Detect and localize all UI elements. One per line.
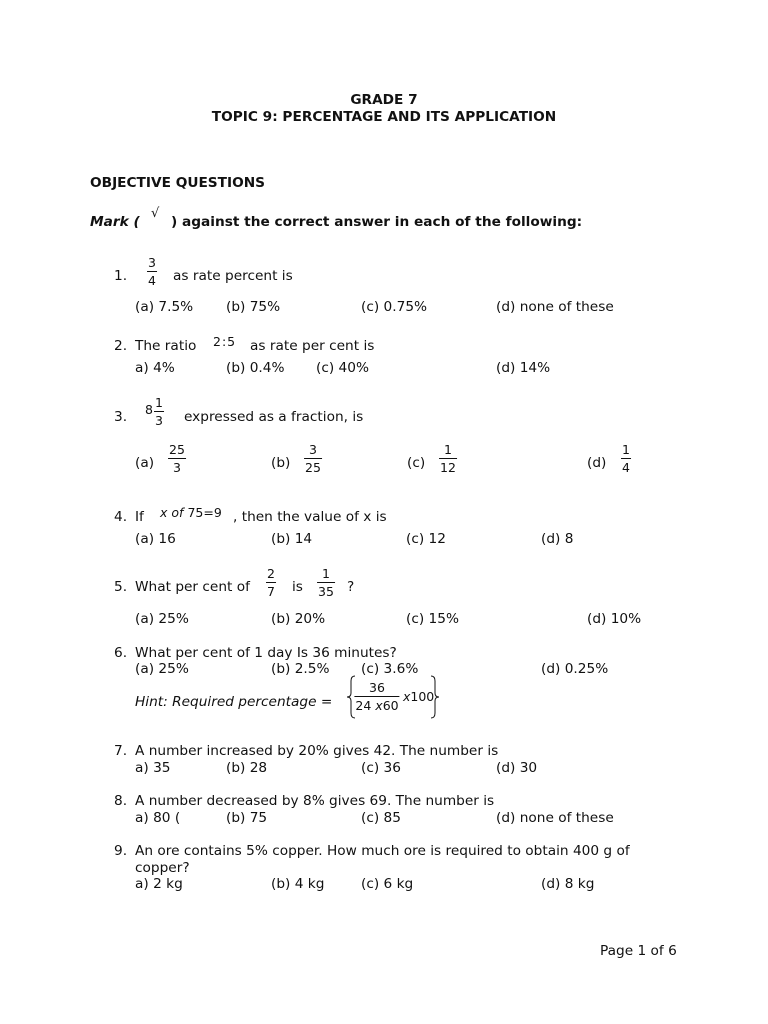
question-number: 3. — [114, 409, 128, 425]
fraction-denominator: 4 — [148, 273, 156, 288]
option-a: a) 35 — [135, 760, 171, 776]
option-a: (a) 7.5% — [135, 299, 194, 315]
question-text: A number increased by 20% gives 42. The number is — [135, 743, 499, 759]
question-text-before: What per cent of — [135, 579, 250, 595]
equation-word: of — [171, 505, 184, 520]
equation-value: 75=9 — [187, 505, 222, 520]
mixed-number-fraction — [154, 394, 164, 429]
option-d: (d) 14% — [496, 360, 551, 376]
option-c: (c) 15% — [406, 611, 459, 627]
option-a: a) 80 ( — [135, 810, 181, 826]
question-text-before: If — [135, 509, 144, 525]
equation-variable: x — [160, 505, 168, 520]
question-text-after: as rate per cent is — [250, 338, 375, 354]
mixed-number-whole: 8 — [145, 402, 153, 417]
question-number: 6. — [114, 645, 128, 661]
multiply-sign: x — [375, 698, 383, 713]
question-number: 4. — [114, 509, 128, 525]
grade-heading: GRADE 7 — [350, 92, 418, 108]
question-number: 2. — [114, 338, 128, 354]
question-text-middle: is — [292, 579, 303, 595]
option-c: (c) 0.75% — [361, 299, 428, 315]
topic-heading: TOPIC 9: PERCENTAGE AND ITS APPLICATION — [211, 109, 557, 125]
page-number: Page 1 of 6 — [600, 943, 677, 959]
question-number: 8. — [114, 793, 128, 809]
question-text: expressed as a fraction, is — [184, 409, 364, 425]
fraction-numerator: 3 — [304, 441, 322, 459]
question-text: as rate percent is — [173, 268, 293, 284]
option-d: (d) 30 — [496, 760, 538, 776]
question-number: 5. — [114, 579, 128, 595]
option-a-fraction — [168, 441, 186, 476]
fraction-denominator — [354, 697, 399, 714]
instruction-text: ) against the correct answer in each of the following: — [171, 214, 583, 230]
equation — [160, 504, 222, 522]
option-a: (a) 25% — [135, 611, 189, 627]
option-b: (b) 0.4% — [226, 360, 285, 376]
question-text-line-1: An ore contains 5% copper. How much ore is required to obtain 400 g of — [135, 843, 630, 859]
option-d: (d) none of these — [496, 299, 614, 315]
option-b: (b) 14 — [271, 531, 313, 547]
option-d: (d) 10% — [587, 611, 642, 627]
option-d-label: (d) — [587, 455, 607, 471]
question-text: A number decreased by 8% gives 69. The number is — [135, 793, 495, 809]
question-text-after: ? — [347, 579, 355, 595]
option-d: (d) 8 kg — [541, 876, 595, 892]
option-c: (c) 36 — [361, 760, 401, 776]
option-b-fraction — [304, 441, 322, 476]
option-a: a) 4% — [135, 360, 175, 376]
option-c: (c) 3.6% — [361, 661, 419, 677]
option-c: (c) 85 — [361, 810, 401, 826]
fraction-denominator: 4 — [622, 460, 630, 475]
fraction-numerator: 25 — [169, 442, 185, 457]
option-c-label: (c) — [407, 455, 426, 471]
fraction-numerator: 1 — [317, 565, 335, 583]
option-c-fraction — [439, 441, 457, 476]
option-d: (d) none of these — [496, 810, 614, 826]
question-fraction-a — [266, 565, 276, 600]
right-brace — [430, 675, 440, 719]
question-number: 1. — [114, 268, 128, 284]
question-text-line-2: copper? — [135, 860, 190, 876]
hint-label: Hint: Required percentage = — [135, 694, 333, 710]
question-fraction-b — [317, 565, 335, 600]
fraction-numerator: 1 — [622, 442, 630, 457]
instruction-prefix: Mark ( — [90, 214, 140, 230]
option-b: (b) 4 kg — [271, 876, 325, 892]
fraction-denominator: 3 — [155, 413, 163, 428]
ratio-expression: 2:5 — [213, 334, 237, 349]
fraction-denominator: 25 — [305, 460, 321, 475]
multiply-sign: x — [403, 689, 411, 704]
option-d: (d) 8 — [541, 531, 574, 547]
fraction-denominator: 3 — [173, 460, 181, 475]
option-c: (c) 40% — [316, 360, 369, 376]
question-number: 7. — [114, 743, 128, 759]
question-text-before: The ratio — [135, 338, 197, 354]
multiplier-value: 100 — [410, 689, 435, 704]
option-a: (a) 25% — [135, 661, 189, 677]
option-b-label: (b) — [271, 455, 291, 471]
fraction-denominator: 35 — [318, 584, 334, 599]
fraction-denominator: 7 — [267, 584, 275, 599]
checkmark-symbol: √ — [151, 206, 160, 221]
question-fraction — [147, 254, 157, 289]
fraction-numerator: 2 — [267, 566, 275, 581]
option-b: (b) 28 — [226, 760, 268, 776]
option-b: (b) 75% — [226, 299, 281, 315]
option-c: (c) 6 kg — [361, 876, 414, 892]
fraction-numerator: 1 — [155, 395, 163, 410]
option-a-label: (a) — [135, 455, 155, 471]
option-c: (c) 12 — [406, 531, 446, 547]
question-number: 9. — [114, 843, 128, 859]
option-b: (b) 75 — [226, 810, 268, 826]
option-a: a) 2 kg — [135, 876, 183, 892]
fraction-denominator: 12 — [440, 460, 456, 475]
denominator-factor-a: 24 — [355, 698, 372, 713]
question-text: What per cent of 1 day Is 36 minutes? — [135, 645, 397, 661]
option-b: (b) 20% — [271, 611, 326, 627]
fraction-numerator: 36 — [354, 679, 399, 697]
question-text-after: , then the value of x is — [233, 509, 387, 525]
denominator-factor-b: 60 — [382, 698, 399, 713]
option-a: (a) 16 — [135, 531, 176, 547]
fraction-numerator: 1 — [439, 441, 457, 459]
fraction-numerator: 3 — [148, 255, 156, 270]
hint-fraction — [354, 679, 399, 714]
option-d: (d) 0.25% — [541, 661, 609, 677]
section-title: OBJECTIVE QUESTIONS — [90, 175, 266, 191]
option-d-fraction — [621, 441, 631, 476]
option-b: (b) 2.5% — [271, 661, 330, 677]
